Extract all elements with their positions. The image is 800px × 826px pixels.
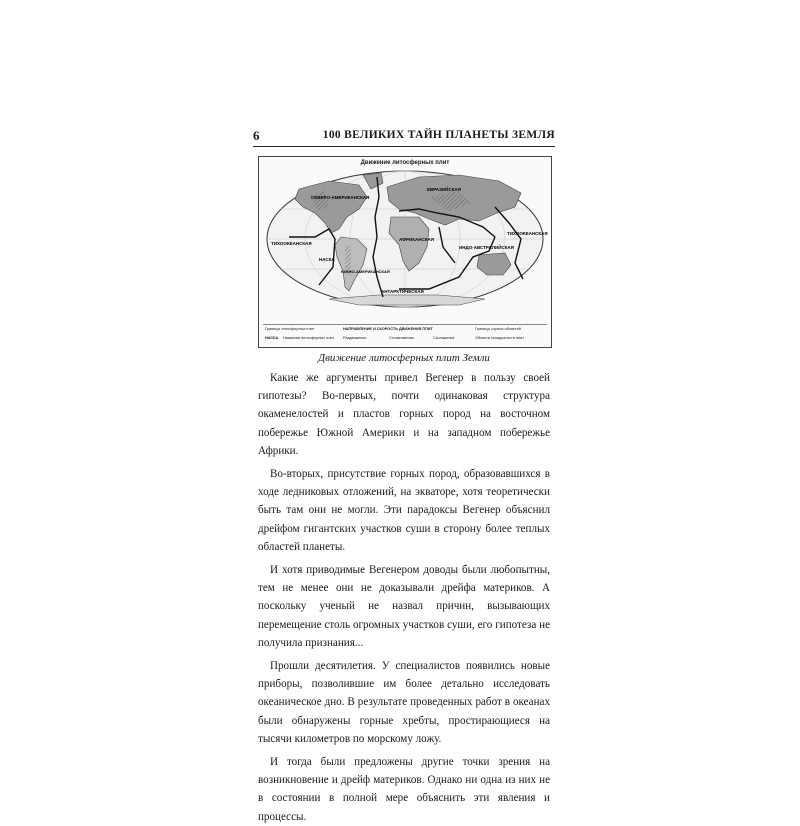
legend-plate-name-sample: НАСКА xyxy=(265,336,279,340)
legend-plate-names: Названия литосферных плит xyxy=(283,336,335,340)
map-title: Движение литосферных плит xyxy=(360,160,450,166)
world-map xyxy=(259,167,551,335)
map-label-antarctic: АНТАРКТИЧЕСКАЯ xyxy=(381,289,424,294)
map-label-nasca: НАСКА xyxy=(319,257,335,262)
map-label-pacific-left: ТИХООКЕАНСКАЯ xyxy=(271,241,312,246)
legend-folded-areas: Области складчатости плит xyxy=(475,336,525,340)
paragraph: Во-вторых, присутствие горных пород, образовавшихся в ходе ледниковых отложений, на экваторе, хотя теоретически быть там они не могли. Эти парадоксы Вегенер объяснил дрейфом гигантских участков суши в сторону более теплых областей планеты. xyxy=(258,468,550,553)
page-number: 6 xyxy=(253,128,260,143)
paragraph: И тогда были предложены другие точки зрения на возникновение и дрейф материков. Однако ни одна из них не в состоянии в полной мере объяснить эти явления и процессы. xyxy=(258,756,550,823)
page-header xyxy=(253,128,555,147)
legend-direction-title: НАПРАВЛЕНИЕ И СКОРОСТЬ ДВИЖЕНИЯ ПЛИТ xyxy=(343,327,433,331)
paragraph: Какие же аргументы привел Вегенер в пользу своей гипотезы? Во-первых, почти одинаковая структура окаменелостей и пластов горных пород на восточном побережье Южной Америки и на западном побережье Африки. xyxy=(258,372,550,457)
plate-map-figure xyxy=(258,156,552,348)
map-label-north-american: СЕВЕРО-АМЕРИКАНСКАЯ xyxy=(311,195,370,200)
map-label-pacific-right: ТИХООКЕАНСКАЯ xyxy=(507,231,548,236)
map-label-african: АФРИКАНСКАЯ xyxy=(399,237,434,242)
legend-plate-boundaries: Границы литосферных плит xyxy=(265,327,315,331)
legend-divergence: Раздвижение xyxy=(343,336,367,340)
legend-sliding: Скольжение xyxy=(433,336,455,340)
body-text xyxy=(258,369,550,826)
running-title: 100 ВЕЛИКИХ ТАЙН ПЛАНЕТЫ ЗЕМЛЯ xyxy=(322,129,555,141)
paragraph: И хотя приводимые Вегенером доводы были любопытны, тем не менее они не доказывали дрейфа материков. А поскольку ученый не назвал причин, вызывающих перемещение столь огромных участков суши, его гипотеза не получила признания... xyxy=(258,564,550,649)
figure-caption: Движение литосферных плит Земли xyxy=(318,352,490,364)
map-label-eurasian: ЕВРАЗИЙСКАЯ xyxy=(427,187,461,192)
map-label-south-american: ЮЖНО-АМЕРИКАНСКАЯ xyxy=(341,269,390,274)
legend-mountain-boundaries: Границы горных областей xyxy=(475,327,521,331)
paragraph: Прошли десятилетия. У специалистов появились новые приборы, позволившие им более детально исследовать океаническое дно. В результате проведенных работ в океанах были обнаружены горные хребты, простирающиеся на тысячи километров по морскому ложу. xyxy=(258,660,550,745)
map-legend xyxy=(263,324,547,345)
legend-collision: Столкновение xyxy=(389,336,414,340)
map-label-indo-australian: ИНДО-АВСТРАЛИЙСКАЯ xyxy=(459,245,514,250)
